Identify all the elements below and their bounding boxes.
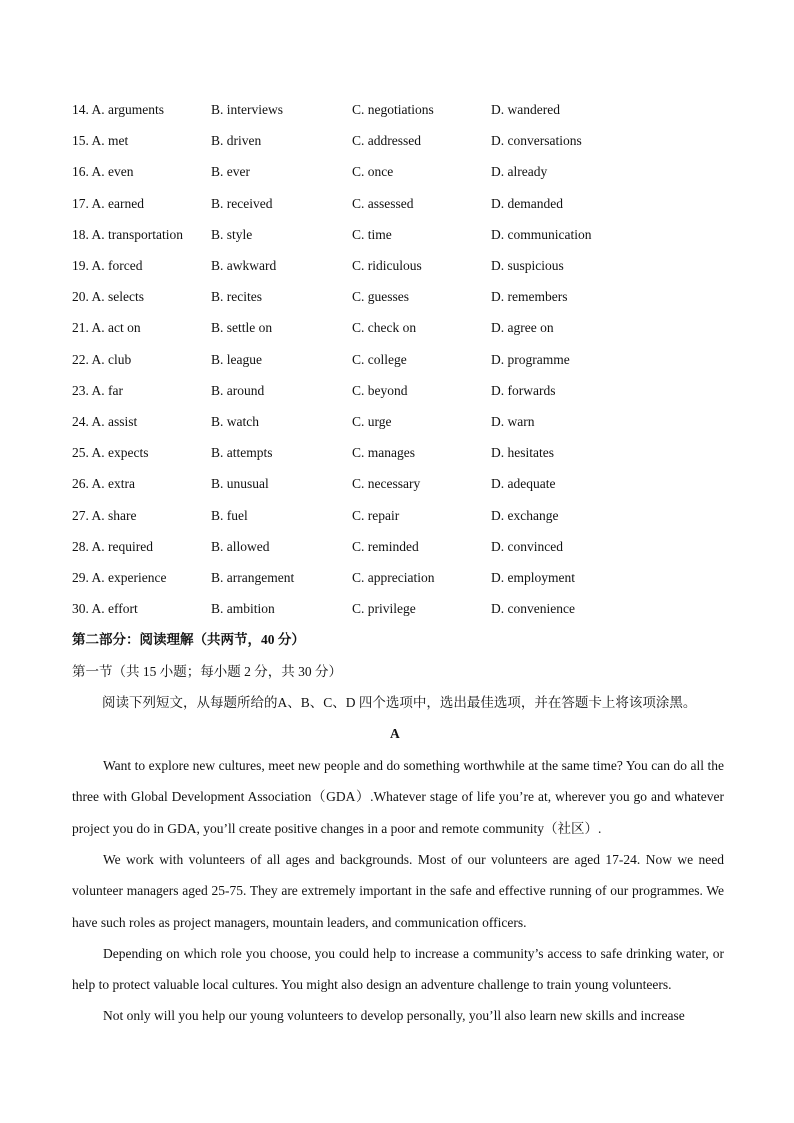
option-a: 22. A. club (72, 351, 132, 367)
part-two-title: 第二部分：阅读理解（共两节，40 分） (72, 632, 305, 647)
option-b: B. around (211, 382, 265, 398)
option-d: D. agree on (491, 320, 554, 336)
option-a: 18. A. transportation (72, 226, 183, 242)
option-a: 27. A. share (72, 507, 137, 523)
option-c: C. privilege (352, 601, 416, 617)
option-c: C. necessary (352, 476, 421, 492)
option-c: C. addressed (352, 133, 421, 149)
option-c: C. assessed (352, 195, 414, 211)
passage-paragraph-2: We work with volunteers of all ages and backgrounds. Most of our volunteers are aged 17-24. Now we need volunteer managers aged 25-75. They are extremely important in the safe and effective running of our programmes. We have such roles as project managers, mountain leaders, and communication officers. (72, 852, 724, 930)
option-c: C. beyond (352, 382, 408, 398)
option-d: D. exchange (491, 507, 559, 523)
option-c: C. check on (352, 320, 417, 336)
option-b: B. recites (211, 289, 262, 305)
option-a: 16. A. even (72, 164, 134, 180)
option-d: D. convenience (491, 601, 575, 617)
option-b: B. style (211, 226, 253, 242)
option-b: B. fuel (211, 507, 248, 523)
option-c: C. manages (352, 445, 415, 461)
option-a: 28. A. required (72, 538, 153, 554)
option-b: B. allowed (211, 538, 270, 554)
option-b: B. ambition (211, 601, 275, 617)
option-a: 14. A. arguments (72, 102, 164, 117)
option-b: B. league (211, 351, 262, 367)
option-d: D. convinced (491, 538, 563, 554)
option-b: B. arrangement (211, 570, 295, 585)
option-b: B. awkward (211, 258, 277, 273)
option-a: 19. A. forced (72, 258, 143, 273)
option-b: B. attempts (211, 445, 273, 461)
option-c: C. guesses (352, 289, 409, 305)
option-a: 17. A. earned (72, 195, 144, 211)
option-b: B. ever (211, 164, 250, 180)
option-d: D. remembers (491, 289, 568, 305)
option-d: D. suspicious (491, 258, 564, 273)
option-c: C. reminded (352, 538, 419, 554)
option-c: C. once (352, 164, 394, 180)
option-d: D. adequate (491, 476, 556, 492)
option-d: D. hesitates (491, 445, 554, 461)
option-c: C. appreciation (352, 570, 435, 585)
option-b: B. received (211, 195, 273, 211)
option-b: B. unusual (211, 476, 269, 492)
option-d: D. wandered (491, 102, 560, 117)
option-d: D. communication (491, 226, 592, 242)
option-d: D. forwards (491, 382, 556, 398)
option-d: D. already (491, 164, 548, 180)
passage-paragraph-4: Not only will you help our young volunteers to develop personally, you’ll also learn new skills and increase (103, 1008, 685, 1023)
option-d: D. demanded (491, 195, 563, 211)
option-a: 23. A. far (72, 382, 123, 398)
section-one-heading: 第一节（共 15 小题；每小题 2 分，共 30 分） (72, 664, 342, 679)
option-b: B. interviews (211, 102, 283, 117)
option-c: C. urge (352, 414, 392, 429)
option-a: 26. A. extra (72, 476, 135, 492)
option-a: 24. A. assist (72, 414, 138, 429)
option-a: 20. A. selects (72, 289, 144, 305)
option-d: D. programme (491, 351, 570, 367)
option-a: 25. A. expects (72, 445, 149, 461)
option-c: C. negotiations (352, 102, 434, 117)
option-a: 29. A. experience (72, 570, 167, 585)
option-b: B. driven (211, 133, 262, 149)
option-c: C. repair (352, 507, 400, 523)
option-b: B. settle on (211, 320, 273, 336)
option-b: B. watch (211, 414, 259, 429)
option-d: D. warn (491, 414, 535, 429)
option-c: C. college (352, 351, 407, 367)
option-a: 21. A. act on (72, 320, 141, 336)
passage-label: A (390, 726, 400, 741)
option-d: D. conversations (491, 133, 582, 149)
option-c: C. ridiculous (352, 258, 422, 273)
option-d: D. employment (491, 570, 575, 585)
option-c: C. time (352, 226, 392, 242)
option-a: 15. A. met (72, 133, 129, 149)
passage-paragraph-1: Want to explore new cultures, meet new people and do something worthwhile at the same time? You can do all the three with Global Development Association（GDA）.Whatever stage of life you’re at, wherever you go and whatever project you do in GDA, you’ll create positive changes in a poor and remote community（社区）. (72, 758, 724, 836)
passage-paragraph-3: Depending on which role you choose, you could help to increase a community’s access to safe drinking water, or help to protect valuable local cultures. You might also design an adventure challenge to train young volunteers. (72, 946, 724, 993)
reading-instruction: 阅读下列短文，从每题所给的A、B、C、D 四个选项中，选出最佳选项，并在答题卡上将该项涂黑。 (102, 695, 697, 710)
option-a: 30. A. effort (72, 601, 138, 617)
